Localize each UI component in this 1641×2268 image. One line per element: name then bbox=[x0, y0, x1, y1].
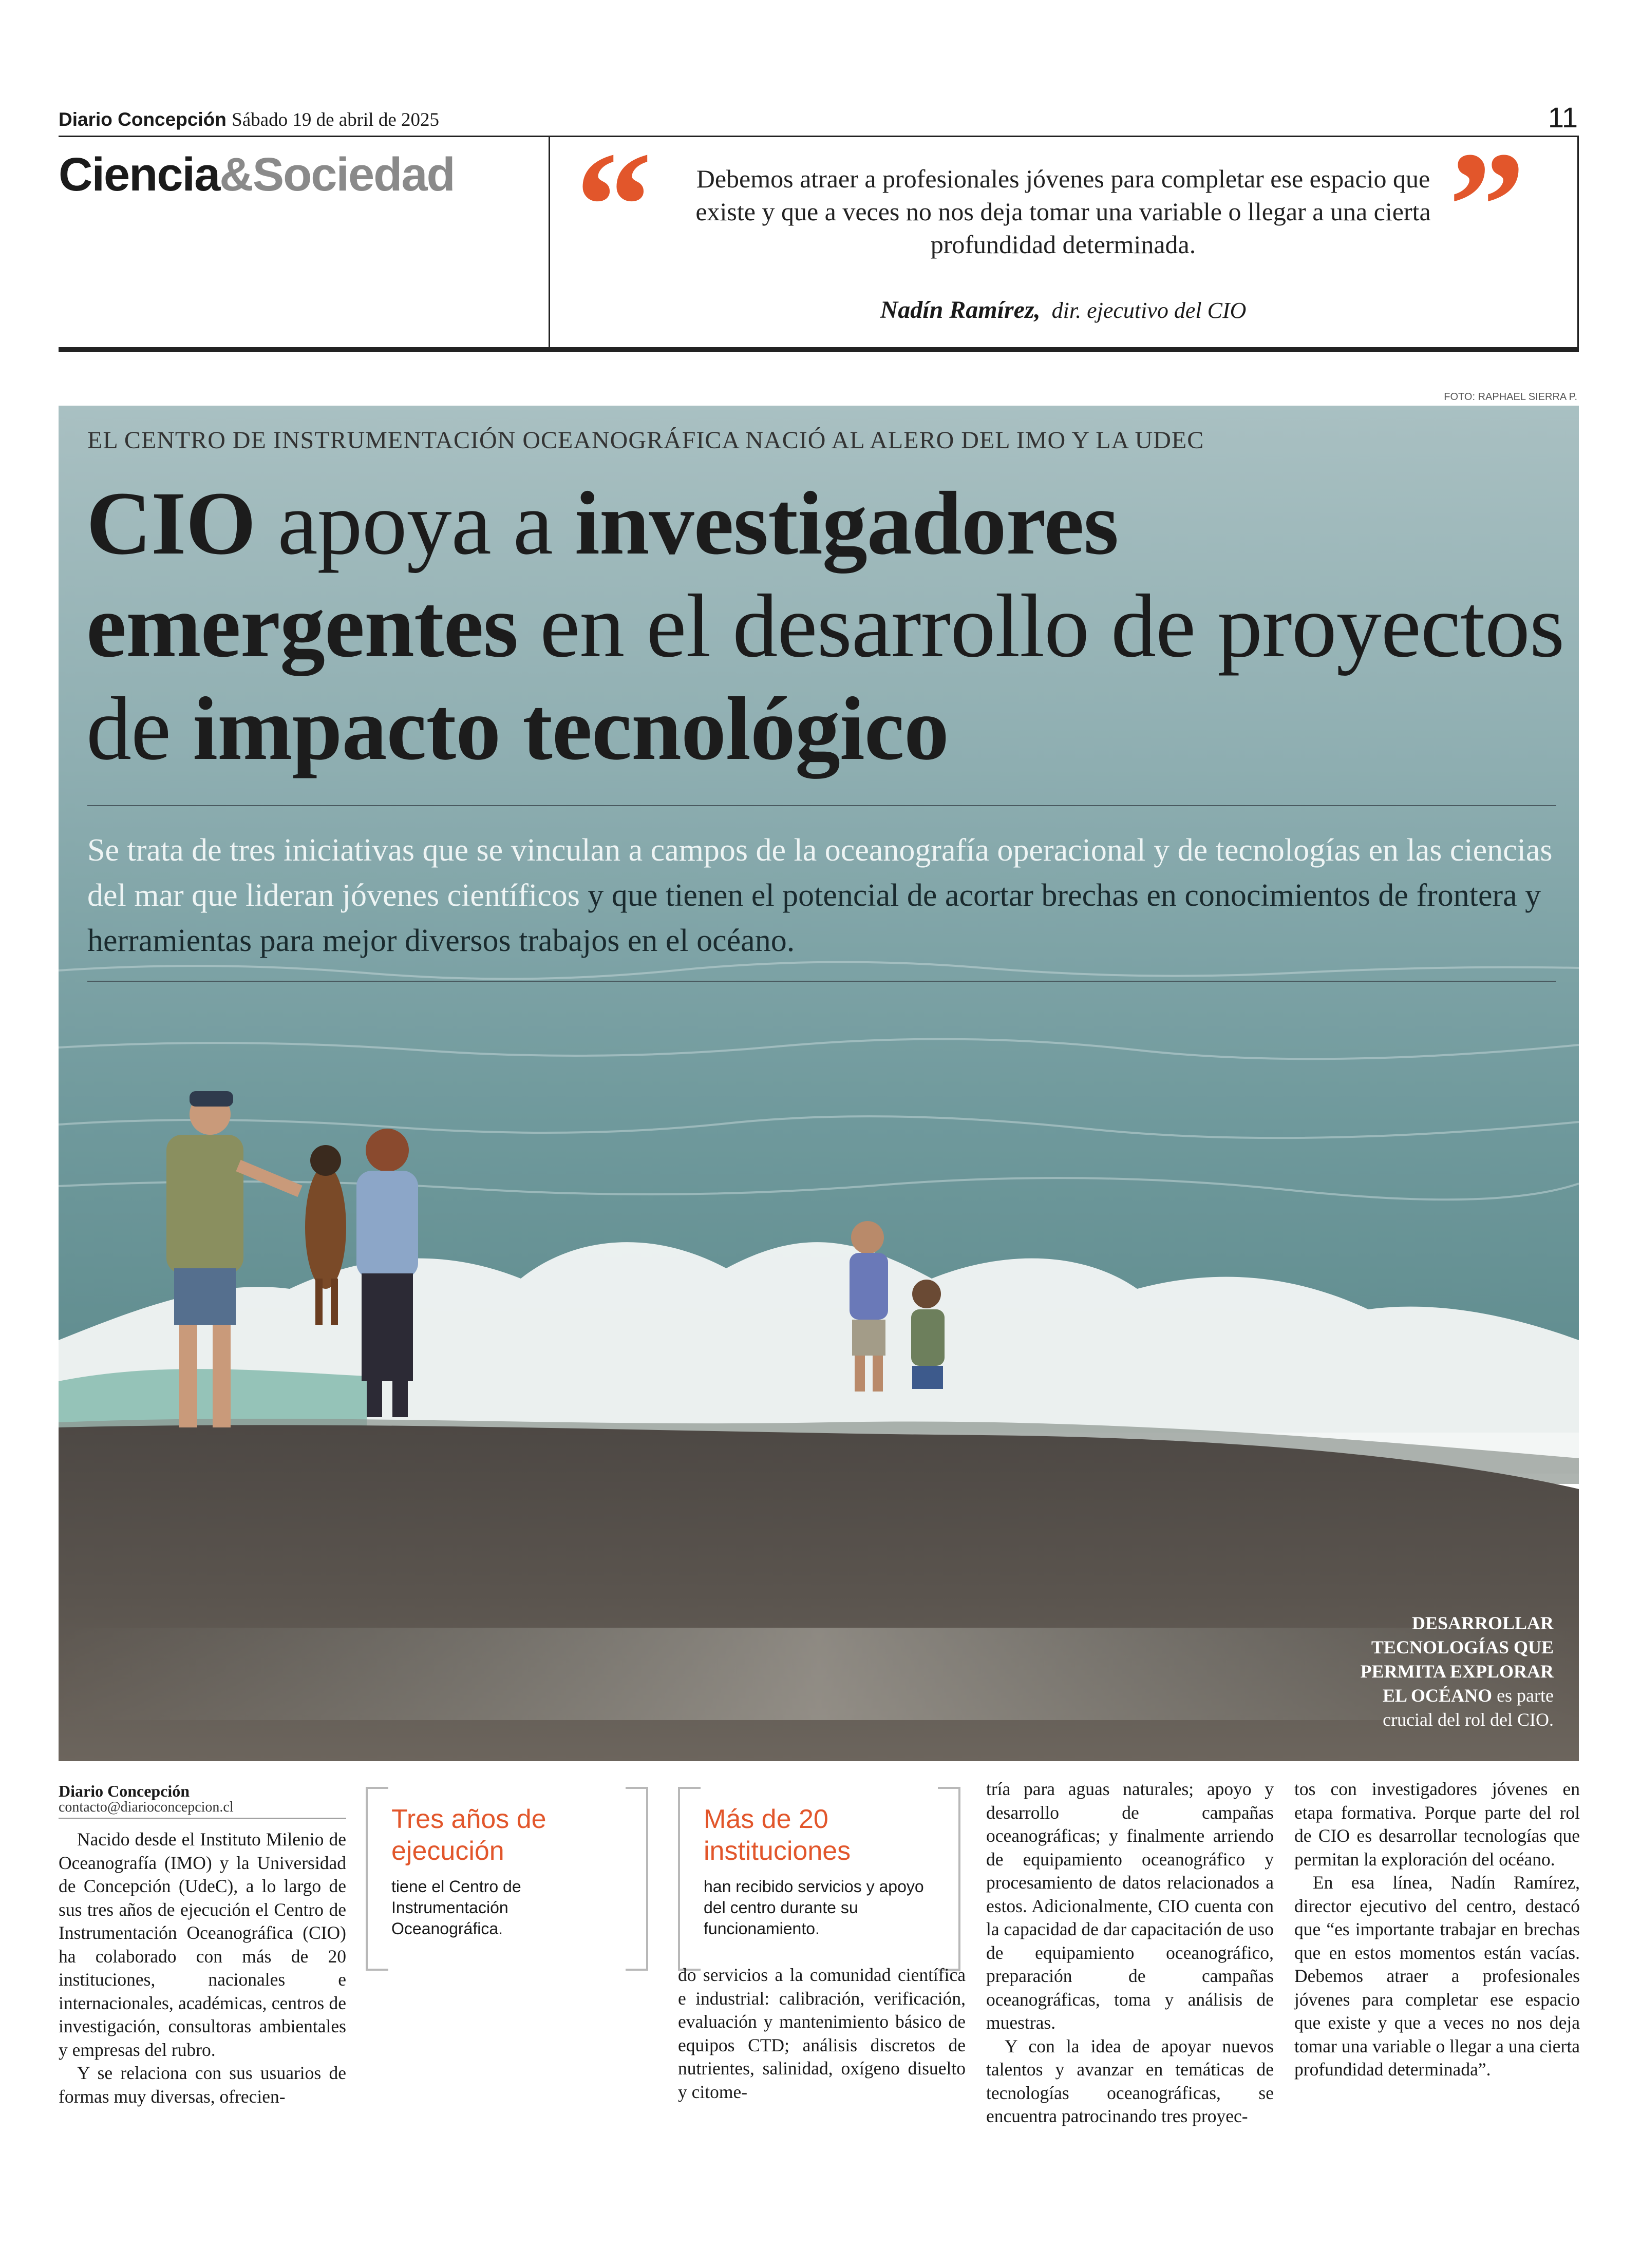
stat-title: Tres años de ejecución bbox=[391, 1804, 546, 1866]
section-title-ciencia: Ciencia bbox=[59, 148, 220, 201]
pull-quote: Debemos atraer a profesionales jóvenes para completar ese espacio que existe y que a veces no nos deja tomar una variable o llegar a una cierta profundidad determinada. bbox=[695, 164, 1431, 259]
headline-part-5: impacto tecnológico bbox=[193, 679, 949, 779]
stat-bracket-right bbox=[938, 1787, 960, 1971]
photo-credit: FOTO: RAPHAEL SIERRA P. bbox=[1444, 391, 1577, 403]
open-quote-icon: “ bbox=[575, 120, 652, 291]
byline-name: Diario Concepción bbox=[59, 1782, 190, 1800]
child-figure-2 bbox=[911, 1280, 945, 1389]
article-headline bbox=[86, 472, 1565, 780]
body-column-1 bbox=[59, 1828, 346, 2108]
headline-part-1: CIO bbox=[86, 473, 256, 574]
paragraph: tos con investigadores jóvenes en etapa formativa. Porque parte del rol de CIO es desarrollar tecnologías que permitan la exploración del océano. bbox=[1294, 1779, 1580, 1870]
paragraph: Nacido desde el Instituto Milenio de Oceanografía (IMO) y la Universidad de Concepción (UdeC), a lo largo de sus tres años de ejecución el Centro de Instrumentación Oceanográfica (CIO) ha colaborado con más de 20 instituciones, nacionales e internacionales, académicas, centros de investigación, consultoras ambientales y empresas del rubro. bbox=[59, 1829, 346, 2060]
paragraph: Y con la idea de apoyar nuevos talentos y avanzar en temáticas de tecnologías oceanográficas, se encuentra patrocinando tres proyec- bbox=[986, 2035, 1274, 2126]
page-number: 11 bbox=[1548, 101, 1578, 134]
headline-part-3: investigadores emergentes bbox=[86, 473, 1119, 676]
quote-author: Nadín Ramírez, bbox=[880, 296, 1041, 323]
deck-top-rule bbox=[87, 805, 1556, 806]
headline-part-4: en el desarrollo de proyectos de bbox=[86, 576, 1564, 779]
newspaper-name: Diario Concepción bbox=[59, 109, 227, 130]
photo-caption-rest: es parte crucial del rol del CIO. bbox=[1383, 1685, 1554, 1730]
paragraph: Y se relaciona con sus usuarios de formas muy diversas, ofrecien- bbox=[59, 2063, 346, 2107]
photo-caption-bold: DESARROLLAR TECNOLOGÍAS QUE PERMITA EXPLORAR EL OCÉANO bbox=[1360, 1613, 1554, 1706]
stat-text: han recibido servicios y apoyo del centro durante su funcionamiento. bbox=[704, 1877, 924, 1938]
stat-title: Más de 20 instituciones bbox=[704, 1804, 851, 1866]
deck-dark-text: y que tienen el potencial de acortar brechas en conocimientos de frontera y herramientas para mejor diversos trabajos en el océano. bbox=[87, 878, 1541, 958]
section-title bbox=[59, 148, 455, 202]
photo-caption bbox=[1338, 1611, 1554, 1732]
stat-text: tiene el Centro de Instrumentación Oceanográfica. bbox=[391, 1877, 521, 1938]
close-quote-icon: ” bbox=[1448, 120, 1525, 291]
masthead bbox=[59, 109, 439, 131]
stat-bracket-left bbox=[366, 1787, 388, 1971]
section-title-sociedad: Sociedad bbox=[252, 148, 455, 201]
article-deck bbox=[87, 828, 1561, 963]
section-title-ampersand: & bbox=[219, 148, 253, 201]
body-column-5 bbox=[1294, 1778, 1580, 2082]
stat-bracket-left bbox=[678, 1787, 701, 1971]
deck-bottom-rule bbox=[87, 981, 1556, 982]
quote-author-role: dir. ejecutivo del CIO bbox=[1051, 298, 1247, 323]
header-bottom-rule bbox=[59, 347, 1579, 352]
issue-date: Sábado 19 de abril de 2025 bbox=[232, 109, 439, 130]
header-divider bbox=[549, 136, 550, 348]
article-kicker: EL CENTRO DE INSTRUMENTACIÓN OCEANOGRÁFICA NACIÓ AL ALERO DEL IMO Y LA UDEC bbox=[87, 427, 1204, 454]
body-column-4 bbox=[986, 1778, 1274, 2128]
quote-attribution bbox=[678, 296, 1448, 324]
paragraph: tría para aguas naturales; apoyo y desarrollo de campañas oceanográficas; y finalmente arriendo de equipamiento oceanográfico y procesamiento de datos relacionados a estos. Adicionalmente, CIO cuenta con la capacidad de dar capacitación de uso de equipamiento oceanográfico, preparación de campañas oceanográficas, toma y análisis de muestras. bbox=[986, 1779, 1274, 2033]
header-right-rule bbox=[1577, 136, 1579, 348]
body-column-3 bbox=[678, 1964, 966, 2104]
byline-rule bbox=[59, 1818, 346, 1819]
header-top-rule bbox=[59, 136, 1579, 137]
byline-email[interactable]: contacto@diarioconcepcion.cl bbox=[59, 1799, 234, 1815]
deck-light-text: Se trata de tres iniciativas que se vinculan a campos de la oceanografía operacional y de tecnologías en las ciencias del mar que lideran jóvenes científicos bbox=[87, 833, 1553, 913]
paragraph: En esa línea, Nadín Ramírez, director ejecutivo del centro, destacó que “es importante trabajar en brechas que en estos momentos están vacías. Debemos atraer a profesionales jóvenes para completar ese espacio que existe y que a veces no nos deja tomar una variable o llegar a una cierta profundidad determinada”. bbox=[1294, 1872, 1580, 2080]
paragraph: do servicios a la comunidad científica e industrial: calibración, verificación, evaluación y mantenimiento básico de equipos CTD; análisis discretos de nutrientes, salinidad, oxígeno disuelto y citome- bbox=[678, 1965, 966, 2102]
headline-part-2: apoya a bbox=[255, 473, 575, 574]
stat-bracket-right bbox=[626, 1787, 648, 1971]
